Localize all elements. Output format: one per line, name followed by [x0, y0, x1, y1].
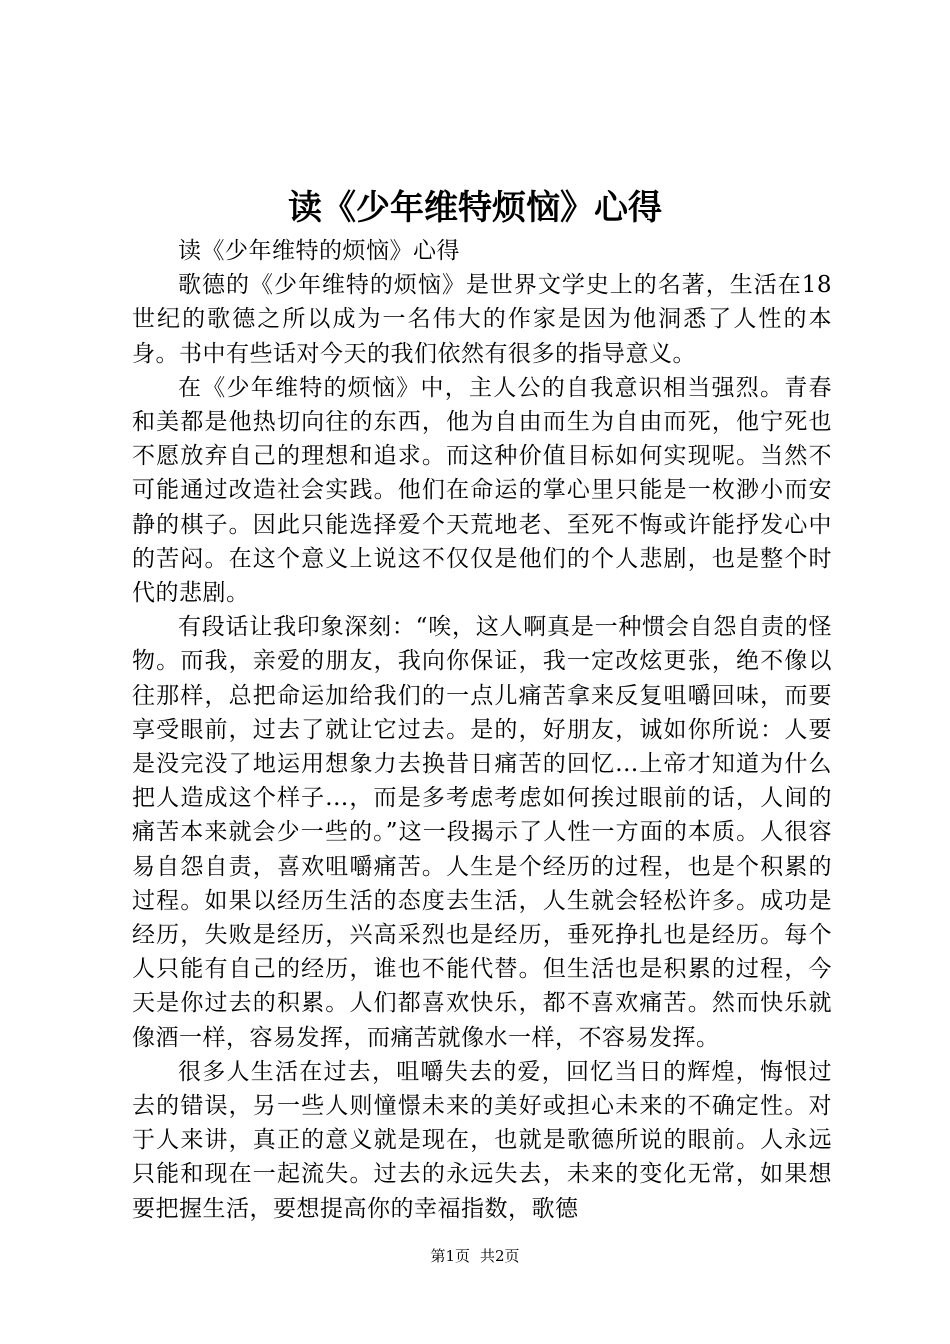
paragraph-quote: 有段话让我印象深刻：“唉，这人啊真是一种惯会自怨自责的怪物。而我，亲爱的朋友，我向你保证，我一定改炫更张，绝不像以往那样，总把命运加给我们的一点儿痛苦拿来反复咀嚼回味，而要享受眼前，过去了就让它过去。是的，好朋友，诚如你所说：人要是没完没了地运用想象力去换昔日痛苦的回忆...上帝才知道为什么把人造成这个样子...，而是多考虑考虑如何挨过眼前的话，人间的痛苦本来就会少一些的。”这一段揭示了人性一方面的本质。人很容易自怨自责，喜欢咀嚼痛苦。人生是个经历的过程，也是个积累的过程。如果以经历生活的态度去生活，人生就会轻松许多。成功是经历，失败是经历，兴高采烈也是经历，垂死挣扎也是经历。每个人只能有自己的经历，谁也不能代替。但生活也是积累的过程，今天是你过去的积累。人们都喜欢快乐，都不喜欢痛苦。然而快乐就像酒一样，容易发挥，而痛苦就像水一样，不容易发挥。: [132, 614, 832, 1051]
document-body: [132, 234, 832, 1226]
page-number: 第1页: [430, 1247, 470, 1265]
paragraph-intro: 歌德的《少年维特的烦恼》是世界文学史上的名著，生活在18世纪的歌德之所以成为一名伟大的作家是因为他洞悉了人性的本身。书中有些话对今天的我们依然有很多的指导意义。: [132, 272, 832, 367]
paragraph-subtitle: 读《少年维特的烦恼》心得: [178, 238, 460, 264]
paragraph-present: 很多人生活在过去，咀嚼失去的爱，回忆当日的辉煌，悔恨过去的错误，另一些人则憧憬未来的美好或担心未来的不确定性。对于人来讲，真正的意义就是现在，也就是歌德所说的眼前。人永远只能和现在一起流失。过去的永远失去，未来的变化无常，如果想要把握生活，要想提高你的幸福指数，歌德: [132, 1058, 832, 1222]
paragraph-self-awareness: 在《少年维特的烦恼》中，主人公的自我意识相当强烈。青春和美都是他热切向往的东西，他为自由而生为自由而死，他宁死也不愿放弃自己的理想和追求。而这种价值目标如何实现呢。当然不可能通过改造社会实践。他们在命运的掌心里只能是一枚渺小而安静的棋子。因此只能选择爱个天荒地老、至死不悔或许能抒发心中的苦闷。在这个意义上说这不仅仅是他们的个人悲剧，也是整个时代的悲剧。: [132, 374, 832, 607]
page-total: 共2页: [480, 1247, 520, 1265]
page-footer: [0, 1245, 950, 1267]
document-title: 读《少年维特烦恼》心得: [288, 188, 662, 228]
